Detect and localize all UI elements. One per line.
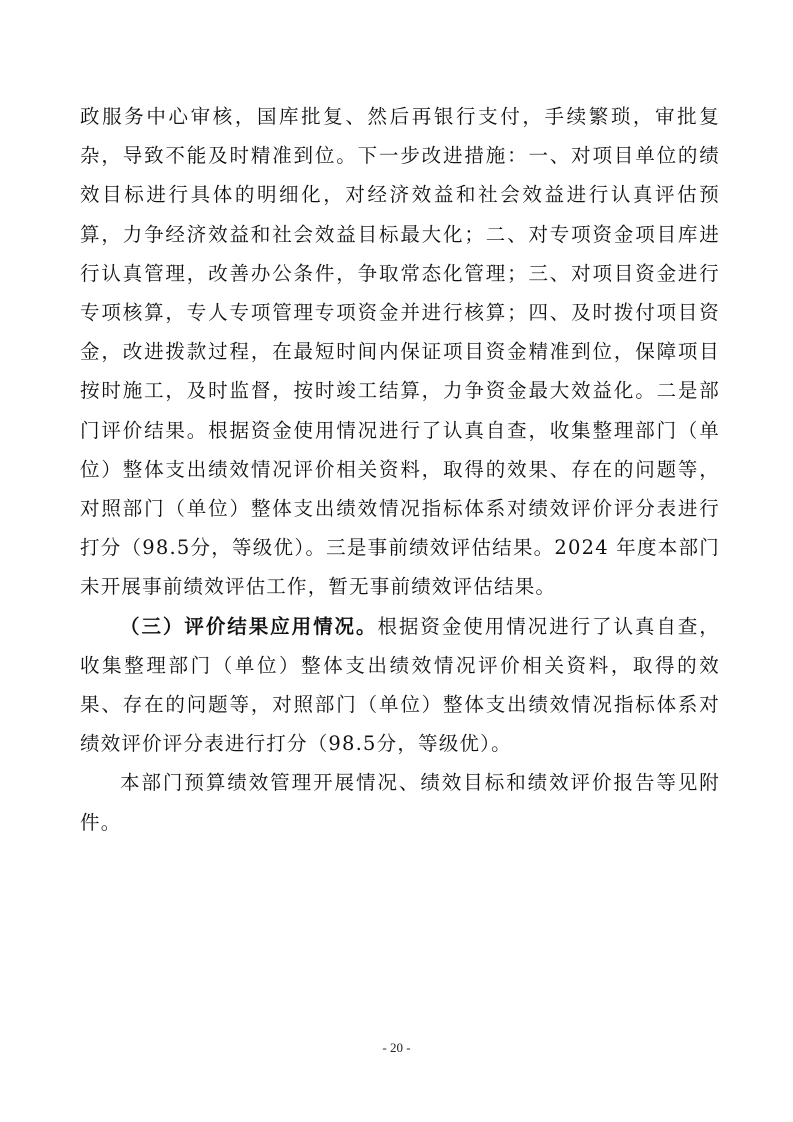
page-number: - 20 - <box>382 1040 411 1055</box>
section-body: 根据资金使用情况进行了认真自查，收集整理部门（单位）整体支出绩效情况评价相关资料，取得的效果、存在的问题等，对照部门（单位）整体支出绩效情况指标体系对绩效评价评分表进行打分（98.5分，等级优）。 <box>80 614 720 756</box>
paragraph-attachment-note: 本部门预算绩效管理开展情况、绩效目标和绩效评价报告等见附件。 <box>80 771 720 834</box>
paragraph-continuation: 政服务中心审核，国库批复、然后再银行支付，手续繁琐，审批复杂，导致不能及时精准到位。下一步改进措施：一、对项目单位的绩效目标进行具体的明细化，对经济效益和社会效益进行认真评估预算，力争经济效益和社会效益目标最大化；二、对专项资金项目库进行认真管理，改善办公条件，争取常态化管理；三、对项目资金进行专项核算，专人专项管理专项资金并进行核算；四、及时拨付项目资金，改进拨款过程，在最短时间内保证项目资金精准到位，保障项目按时施工，及时监督，按时竣工结算，力争资金最大效益化。二是部门评价结果。根据资金使用情况进行了认真自查，收集整理部门（单位）整体支出绩效情况评价相关资料，取得的效果、存在的问题等，对照部门（单位）整体支出绩效情况指标体系对绩效评价评分表进行打分（98.5分，等级优）。三是事前绩效评估结果。2024 年度本部门未开展事前绩效评估工作，暂无事前绩效评估结果。 <box>80 105 720 599</box>
paragraph-evaluation-results-application <box>80 607 720 764</box>
section-heading: （三）评价结果应用情况。 <box>120 614 378 638</box>
document-body <box>80 97 720 842</box>
